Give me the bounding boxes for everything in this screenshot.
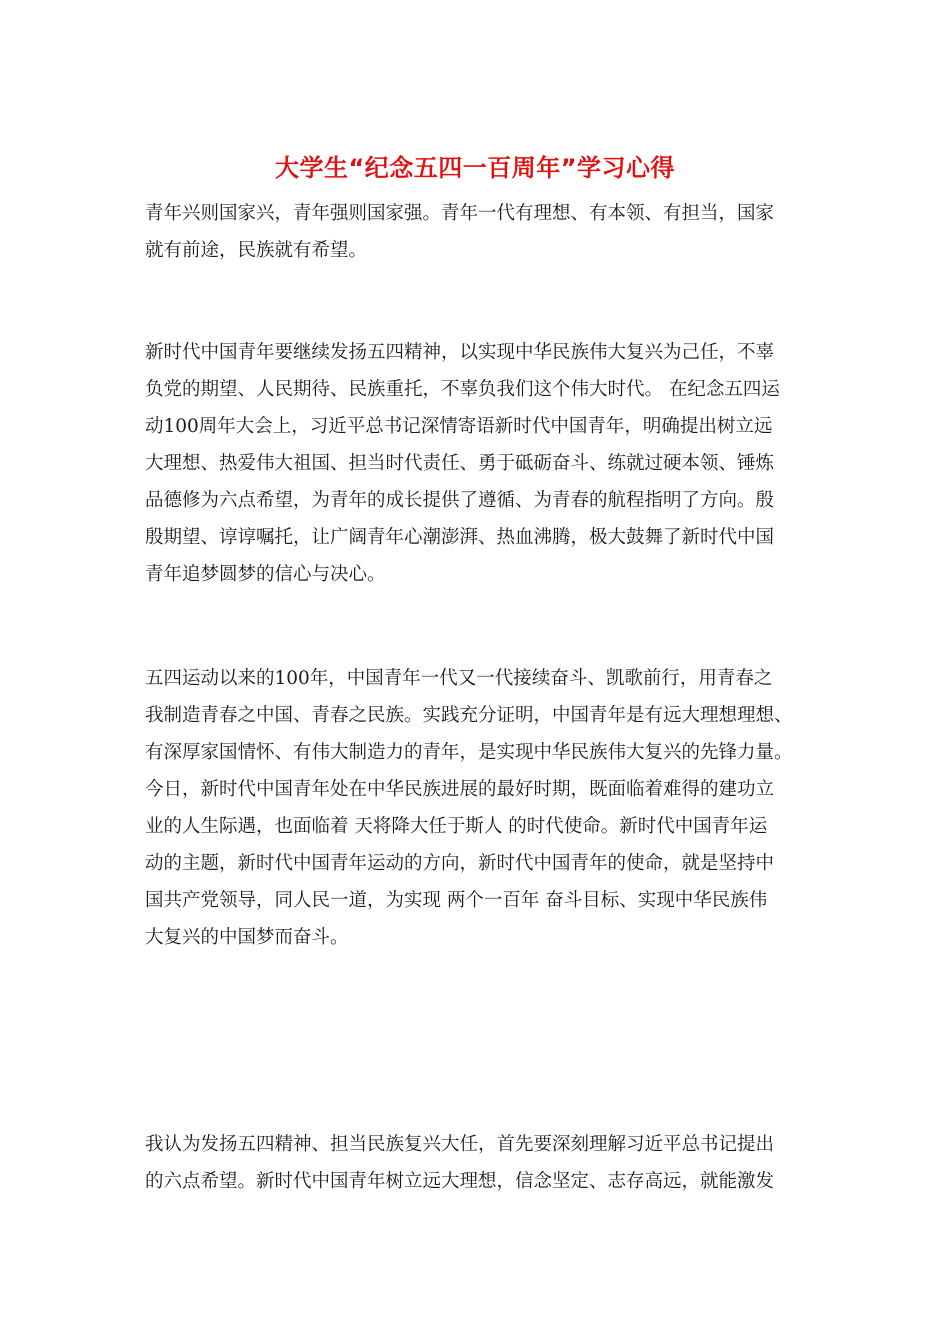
paragraph-line: 大复兴的中国梦而奋斗。 xyxy=(145,927,349,948)
paragraph-line: 业的人生际遇，也面临着 天将降大任于斯人 的时代使命。新时代中国青年运 xyxy=(145,816,768,837)
document-title: 大学生“纪念五四一百周年”学习心得 xyxy=(274,154,676,182)
paragraph-2 xyxy=(145,334,805,593)
paragraph-line: 负党的期望、人民期待、民族重托，不辜负我们这个伟大时代。 在纪念五四运 xyxy=(145,379,780,400)
paragraph-line: 青年兴则国家兴，青年强则国家强。青年一代有理想、有本领、有担当，国家 xyxy=(145,203,775,224)
paragraph-line: 动100周年大会上，习近平总书记深情寄语新时代中国青年，明确提出树立远 xyxy=(145,416,773,437)
paragraph-line: 动的主题，新时代中国青年运动的方向，新时代中国青年的使命，就是坚持中 xyxy=(145,853,775,874)
paragraph-line: 我认为发扬五四精神、担当民族复兴大任，首先要深刻理解习近平总书记提出 xyxy=(145,1134,775,1155)
paragraph-line: 新时代中国青年要继续发扬五四精神，以实现中华民族伟大复兴为己任，不辜 xyxy=(145,342,775,363)
paragraph-line: 有深厚家国情怀、有伟大制造力的青年，是实现中华民族伟大复兴的先锋力量。 xyxy=(145,742,793,763)
paragraph-line: 的六点希望。新时代中国青年树立远大理想，信念坚定、志存高远，就能激发 xyxy=(145,1171,775,1192)
paragraph-line: 品德修为六点希望，为青年的成长提供了遵循、为青春的航程指明了方向。殷 xyxy=(145,490,775,511)
paragraph-4 xyxy=(145,1126,805,1200)
paragraph-3 xyxy=(145,660,805,956)
paragraph-line: 青年追梦圆梦的信心与决心。 xyxy=(145,564,386,585)
paragraph-line: 五四运动以来的100年，中国青年一代又一代接续奋斗、凯歌前行，用青春之 xyxy=(145,668,773,689)
paragraph-line: 国共产党领导，同人民一道，为实现 两个一百年 奋斗目标、实现中华民族伟 xyxy=(145,890,768,911)
paragraph-line: 今日，新时代中国青年处在中华民族进展的最好时期，既面临着难得的建功立 xyxy=(145,779,775,800)
paragraph-line: 殷期望、谆谆嘱托，让广阔青年心潮澎湃、热血沸腾，极大鼓舞了新时代中国 xyxy=(145,527,775,548)
paragraph-line: 就有前途，民族就有希望。 xyxy=(145,240,368,261)
paragraph-1 xyxy=(145,195,805,269)
paragraph-line: 大理想、热爱伟大祖国、担当时代责任、勇于砥砺奋斗、练就过硬本领、锤炼 xyxy=(145,453,775,474)
paragraph-line: 我制造青春之中国、青春之民族。实践充分证明，中国青年是有远大理想理想、 xyxy=(145,705,793,726)
